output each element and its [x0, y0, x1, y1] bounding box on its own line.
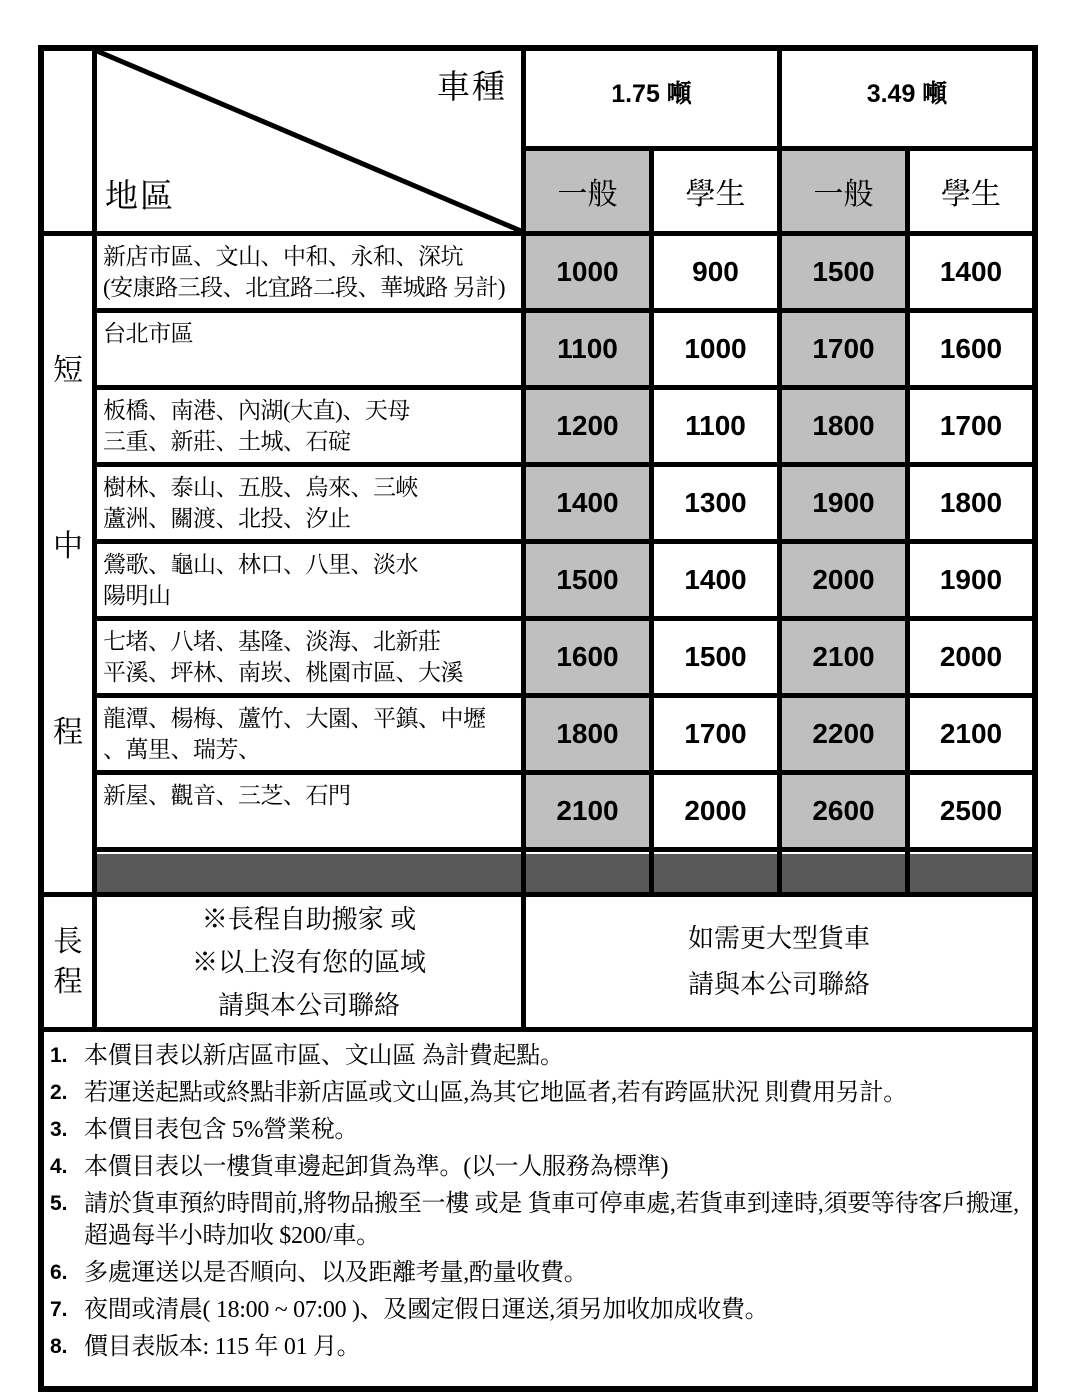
price-cell: 1400	[526, 467, 649, 539]
area-cell: 七堵、八堵、基隆、淡海、北新莊 平溪、坪林、南崁、桃園市區、大溪	[97, 621, 521, 693]
area-cell: 板橋、南港、內湖(大直)、天母 三重、新莊、土城、石碇	[97, 390, 521, 462]
note-number: 2.	[50, 1081, 68, 1104]
header-ton-3-49: 3.49 噸	[782, 51, 1032, 146]
price-cell: 1700	[654, 698, 777, 770]
price-cell: 1600	[526, 621, 649, 693]
separator-cell	[782, 852, 905, 892]
note-number: 5.	[50, 1192, 68, 1215]
area-cell: 龍潭、楊梅、蘆竹、大園、平鎮、中壢 、萬里、瑞芳、	[97, 698, 521, 770]
separator-cell	[97, 852, 521, 892]
note-item	[48, 1114, 1024, 1146]
vehicle-type-label: 車種	[437, 70, 507, 106]
price-cell: 2000	[782, 544, 905, 616]
note-item	[48, 1331, 1024, 1363]
note-text: 本價目表以一樓貨車邊起卸貨為準。(以一人服務為標準)	[84, 1154, 669, 1180]
note-item	[48, 1151, 1024, 1183]
note-text: 夜間或清晨( 18:00 ~ 07:00 )、及國定假日運送,須另加收加成收費。	[84, 1297, 769, 1323]
area-cell: 台北市區	[97, 313, 521, 385]
price-cell: 1400	[654, 544, 777, 616]
price-cell: 2000	[654, 775, 777, 847]
area-cell: 新屋、觀音、三芝、石門	[97, 775, 521, 847]
price-cell: 1200	[526, 390, 649, 462]
area-cell: 樹林、泰山、五股、烏來、三峽 蘆洲、關渡、北投、汐止	[97, 467, 521, 539]
side-label-char: 中	[53, 530, 83, 563]
separator-cell	[654, 852, 777, 892]
price-cell: 2600	[782, 775, 905, 847]
area-label: 地區	[105, 179, 175, 215]
side-label-short-mid-range	[44, 236, 92, 892]
note-text: 請於貨車預約時間前,將物品搬至一樓 或是 貨車可停車處,若貨車到達時,須要等待客戶搬運,超過每半小時加收 $200/車。	[84, 1191, 1019, 1249]
price-cell: 2100	[526, 775, 649, 847]
price-cell: 1500	[782, 236, 905, 308]
long-range-left-note: ※長程自助搬家 或 ※以上沒有您的區域 請與本公司聯絡	[97, 897, 521, 1027]
note-text: 若運送起點或終點非新店區或文山區,為其它地區者,若有跨區狀況 則費用另計。	[84, 1080, 907, 1106]
long-range-right-note: 如需更大型貨車 請與本公司聯絡	[526, 897, 1032, 1027]
price-cell: 2100	[782, 621, 905, 693]
price-cell: 900	[654, 236, 777, 308]
header-general-2: 一般	[782, 151, 905, 231]
side-label-long-range: 長 程	[44, 897, 92, 1027]
price-cell: 1000	[654, 313, 777, 385]
note-number: 8.	[50, 1335, 68, 1358]
price-cell: 2100	[910, 698, 1032, 770]
notes-section	[44, 1032, 1032, 1386]
note-item	[48, 1188, 1024, 1252]
header-ton-1-75: 1.75 噸	[526, 51, 777, 146]
note-number: 3.	[50, 1118, 68, 1141]
note-number: 4.	[50, 1155, 68, 1178]
price-cell: 1700	[782, 313, 905, 385]
side-label-char: 程	[53, 716, 83, 749]
header-student-2: 學生	[910, 151, 1032, 231]
price-cell: 1400	[910, 236, 1032, 308]
area-cell: 鶯歌、龜山、林口、八里、淡水 陽明山	[97, 544, 521, 616]
price-cell: 1500	[654, 621, 777, 693]
header-diagonal-cell	[97, 51, 521, 231]
price-cell: 1300	[654, 467, 777, 539]
area-cell: 新店市區、文山、中和、永和、深坑 (安康路三段、北宜路二段、華城路 另計)	[97, 236, 521, 308]
note-text: 本價目表以新店區市區、文山區 為計費起點。	[84, 1043, 564, 1069]
price-table	[38, 45, 1038, 1392]
header-student-1: 學生	[654, 151, 777, 231]
price-cell: 1500	[526, 544, 649, 616]
price-cell: 2500	[910, 775, 1032, 847]
separator-cell	[526, 852, 649, 892]
price-cell: 1600	[910, 313, 1032, 385]
note-item	[48, 1257, 1024, 1289]
price-cell: 1800	[910, 467, 1032, 539]
side-label-char: 短	[53, 354, 83, 387]
price-cell: 1800	[782, 390, 905, 462]
price-cell: 1100	[526, 313, 649, 385]
price-cell: 1800	[526, 698, 649, 770]
price-cell: 1900	[910, 544, 1032, 616]
note-text: 本價目表包含 5%營業稅。	[84, 1117, 359, 1143]
note-item	[48, 1040, 1024, 1072]
header-corner-cell	[44, 51, 92, 231]
note-text: 價目表版本: 115 年 01 月。	[84, 1334, 361, 1360]
separator-cell	[910, 852, 1032, 892]
price-cell: 1000	[526, 236, 649, 308]
note-item	[48, 1294, 1024, 1326]
note-number: 7.	[50, 1298, 68, 1321]
note-number: 6.	[50, 1261, 68, 1284]
note-number: 1.	[50, 1044, 68, 1067]
note-item	[48, 1077, 1024, 1109]
note-text: 多處運送以是否順向、以及距離考量,酌量收費。	[84, 1260, 588, 1286]
price-cell: 1900	[782, 467, 905, 539]
price-cell: 1700	[910, 390, 1032, 462]
price-cell: 2200	[782, 698, 905, 770]
header-general-1: 一般	[526, 151, 649, 231]
price-cell: 2000	[910, 621, 1032, 693]
price-cell: 1100	[654, 390, 777, 462]
